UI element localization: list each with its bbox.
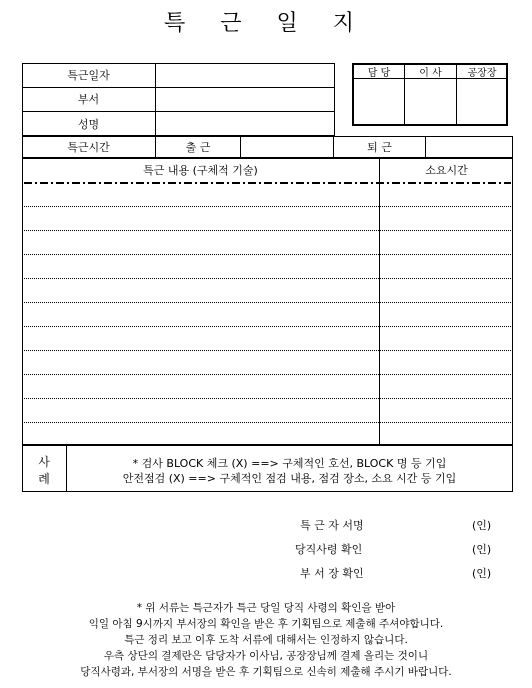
dept-head-signature-mark[interactable]: (인) bbox=[472, 567, 492, 580]
overtime-time-label: 특근시간 bbox=[67, 141, 110, 154]
date-label: 특근일자 bbox=[67, 69, 110, 82]
name-label: 성명 bbox=[77, 117, 100, 131]
header-divider bbox=[24, 182, 511, 184]
work-row-line bbox=[22, 326, 513, 327]
work-row-line bbox=[22, 206, 513, 207]
overtime-worker-signature-mark[interactable]: (인) bbox=[472, 519, 492, 532]
duty-officer-signature-label: 당직사령 확인 bbox=[295, 543, 363, 556]
clock-out-label: 퇴 근 bbox=[367, 141, 392, 154]
example-label-top: 사 bbox=[38, 455, 50, 469]
name-field[interactable] bbox=[156, 112, 334, 135]
approval-label-manager: 담 당 bbox=[367, 67, 391, 79]
dept-field[interactable] bbox=[156, 88, 334, 110]
overtime-worker-signature-label: 특 근 자 서명 bbox=[300, 519, 364, 532]
dept-label: 부서 bbox=[77, 93, 100, 106]
work-row-line bbox=[22, 374, 513, 375]
work-row-line bbox=[22, 230, 513, 231]
clock-out-field[interactable] bbox=[426, 137, 512, 157]
approval-sign-director[interactable] bbox=[405, 80, 455, 124]
work-row-line bbox=[22, 350, 513, 351]
clock-in-label: 출 근 bbox=[185, 141, 211, 154]
work-row-line bbox=[22, 254, 513, 255]
approval-label-director: 이 사 bbox=[419, 67, 442, 79]
notice-line-2: 익일 아침 9시까지 부서장의 확인을 받은 후 기획팀으로 제출해 주셔야합니다. bbox=[88, 618, 444, 630]
date-field[interactable] bbox=[156, 64, 334, 86]
notice-line-4: 우측 상단의 결제란은 담당자가 이사님, 공장장님께 결제 올리는 것이니 bbox=[103, 650, 429, 662]
work-row-line bbox=[22, 398, 513, 399]
approval-sign-plant-manager[interactable] bbox=[457, 80, 506, 124]
dept-head-signature-label: 부 서 장 확인 bbox=[300, 567, 364, 580]
clock-in-field[interactable] bbox=[241, 137, 332, 157]
work-content-header: 특근 내용 (구체적 기술) bbox=[143, 164, 258, 177]
example-line-1: * 검사 BLOCK 체크 (X) ==> 구체적인 호선, BLOCK 명 등 기입 bbox=[132, 457, 447, 470]
notice-line-3: 특근 정리 보고 이후 도착 서류에 대해서는 인정하지 않습니다. bbox=[124, 634, 408, 646]
document-title: 특 근 일 지 bbox=[164, 11, 368, 36]
example-line-2: 안전점검 (X) ==> 구체적인 점검 내용, 점검 장소, 소요 시간 등 기입 bbox=[122, 472, 457, 485]
work-row-line bbox=[22, 278, 513, 279]
work-row-line bbox=[22, 302, 513, 303]
notice-line-1: * 위 서류는 특근자가 특근 당일 당직 사령의 확인을 받아 bbox=[136, 602, 396, 614]
approval-label-plant-manager: 공장장 bbox=[467, 67, 497, 79]
work-row-line bbox=[22, 422, 513, 423]
approval-sign-manager[interactable] bbox=[354, 80, 403, 124]
work-time-header: 소요시간 bbox=[425, 164, 468, 177]
duty-officer-signature-mark[interactable]: (인) bbox=[472, 543, 492, 556]
example-label-bottom: 례 bbox=[38, 472, 50, 486]
notice-line-5: 당직사령과, 부서장의 서명을 받은 후 기획팀으로 신속히 제출해 주시기 바랍니다. bbox=[80, 666, 452, 678]
